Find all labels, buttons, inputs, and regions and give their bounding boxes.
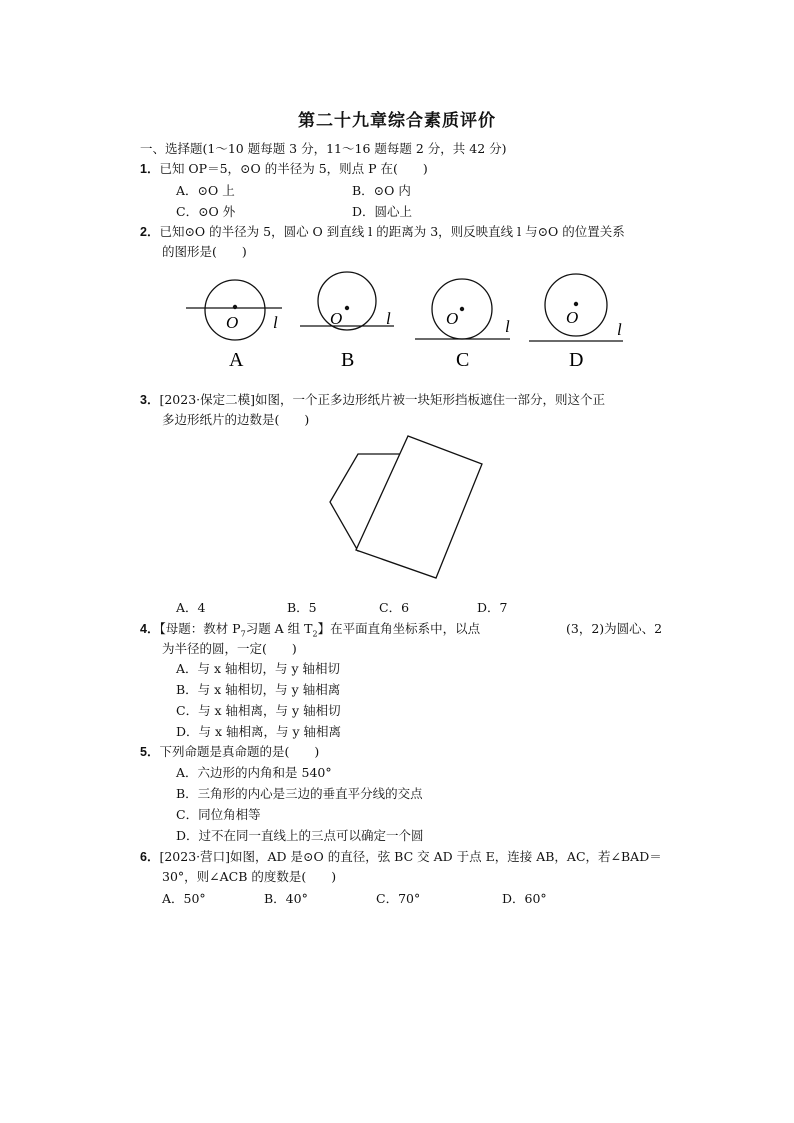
page-title: 第二十九章综合素质评价 (298, 111, 496, 131)
line-label: l (386, 309, 391, 328)
q3-option-b: B．5 (287, 600, 317, 615)
question-number: 4． (140, 622, 160, 636)
question-1 (140, 160, 428, 178)
q2-figures (0, 268, 794, 388)
q1-option-a: A．⊙O 上 (176, 183, 235, 198)
q2-figure-b (300, 272, 394, 371)
q5-option-a: A．六边形的内角和是 540° (176, 765, 332, 780)
question-number: 1． (140, 162, 160, 176)
question-stem: [2023·保定二模]如图，一个正多边形纸片被一块矩形挡板遮住一部分，则这个正 (159, 392, 605, 407)
figure-label-a: A (229, 349, 244, 371)
question-5 (140, 743, 319, 761)
question-stem: 已知 OP＝5，⊙O 的半径为 5，则点 P 在( ) (159, 161, 428, 176)
q3-option-a: A．4 (176, 600, 206, 615)
question-4-point: (3，2)为圆心、2 (566, 621, 663, 636)
center-label: O (226, 313, 239, 332)
q3-polygon-figure (0, 430, 794, 580)
q6-option-a: A．50° (162, 891, 206, 906)
question-2-stem-cont: 的图形是( ) (162, 244, 247, 259)
q6-option-b: B．40° (264, 891, 308, 906)
line-label: l (617, 320, 622, 339)
q5-option-c: C．同位角相等 (176, 807, 261, 822)
q4-option-c: C．与 x 轴相离，与 y 轴相切 (176, 703, 341, 718)
q3-option-d: D．7 (477, 600, 508, 615)
question-number: 3． (140, 393, 160, 407)
center-label: O (566, 308, 579, 327)
question-source: 【母题：教材 $P_7$习题 A 组 $T_2$】在平面直角坐标系中，以点 (159, 621, 481, 639)
question-stem: 下列命题是真命题的是( ) (159, 744, 320, 759)
section-heading: 一、选择题(1～10 题每题 3 分，11～16 题每题 2 分，共 42 分) (140, 141, 507, 156)
q3-option-c: C．6 (379, 600, 410, 615)
question-6-stem-cont: 30°，则∠ACB 的度数是( ) (162, 869, 337, 884)
question-2 (140, 223, 625, 241)
question-number: 2． (140, 225, 160, 239)
center-label: O (446, 309, 459, 328)
q4-option-b: B．与 x 轴相切，与 y 轴相离 (176, 682, 341, 697)
q1-option-d: D．圆心上 (352, 204, 413, 219)
q4-option-a: A．与 x 轴相切，与 y 轴相切 (176, 661, 341, 676)
figure-label-b: B (341, 349, 355, 371)
q2-figure-c (415, 279, 510, 371)
q6-option-d: D．60° (502, 891, 547, 906)
q2-figure-a (186, 280, 282, 371)
line-label: l (273, 313, 278, 332)
question-number: 6． (140, 850, 160, 864)
q2-figure-d (529, 274, 623, 371)
question-number: 5． (140, 745, 160, 759)
q5-option-b: B．三角形的内心是三边的垂直平分线的交点 (176, 786, 423, 801)
question-3 (140, 391, 605, 409)
line-label: l (505, 317, 510, 336)
q1-option-b: B．⊙O 内 (352, 183, 411, 198)
question-4-stem-cont: 为半径的圆，一定( ) (162, 641, 297, 656)
question-6 (140, 848, 662, 866)
q5-option-d: D．过不在同一直线上的三点可以确定一个圆 (176, 828, 424, 843)
figure-label-d: D (569, 349, 584, 371)
q1-option-c: C．⊙O 外 (176, 204, 236, 219)
question-stem: 已知⊙O 的半径为 5，圆心 O 到直线 l 的距离为 3，则反映直线 l 与⊙O 的位置关系 (159, 224, 625, 239)
q6-option-c: C．70° (376, 891, 421, 906)
question-stem: [2023·营口]如图，AD 是⊙O 的直径，弦 BC 交 AD 于点 E，连接 AB，AC，若∠BAD＝ (159, 849, 662, 864)
q4-option-d: D．与 x 轴相离，与 y 轴相离 (176, 724, 342, 739)
center-label: O (330, 309, 343, 328)
question-3-stem-cont: 多边形纸片的边数是( ) (162, 412, 310, 427)
figure-label-c: C (456, 349, 470, 371)
